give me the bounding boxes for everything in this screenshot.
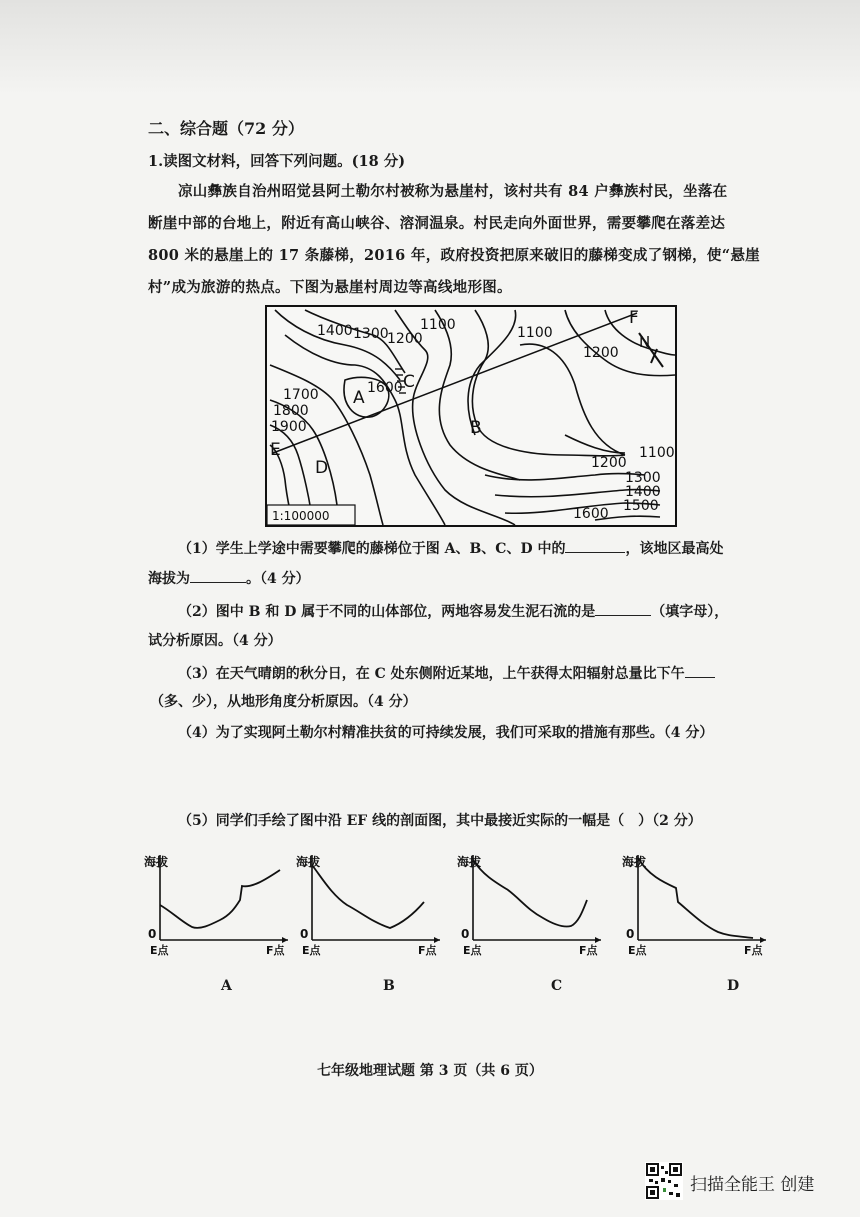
q1-3-text-b: （多、少），从地形角度分析原因。（4 分） (150, 694, 417, 710)
profile-axis-y: 海拔 (296, 855, 321, 869)
contour-label: 1300 (353, 326, 389, 342)
profile-curve (473, 860, 587, 927)
q1-1-text-d: 。（4 分） (246, 571, 310, 587)
q1-1-text-c: 海拔为 (148, 571, 190, 587)
profile-d (618, 850, 768, 960)
map-frame (266, 306, 676, 526)
profile-curve (160, 870, 280, 928)
q1-1-text-b: ，该地区最高处 (625, 541, 724, 557)
contour-label: 1200 (591, 455, 627, 471)
q1-2-text-c: 试分析原因。（4 分） (148, 633, 282, 649)
contour-label: 1400 (625, 484, 661, 500)
page-footer: 七年级地理试题 第 3 页（共 6 页） (317, 1063, 543, 1079)
contour-label: 1100 (639, 445, 675, 461)
section-title: 二、综合题（72 分） (148, 119, 304, 138)
point-label-f: F (629, 308, 639, 328)
q1-3-text: （3）在天气晴朗的秋分日，在 C 处东侧附近某地，上午获得太阳辐射总量比下午 (178, 666, 685, 682)
contour-map (265, 305, 677, 527)
contour-label: 1600 (573, 506, 609, 522)
option-label-a: A (221, 978, 232, 994)
scanner-watermark: 扫描全能王 创建 (690, 1175, 815, 1195)
question-1-5: （5）同学们手绘了图中沿 EF 线的剖面图，其中最接近实际的一幅是（ ）（2 分） (178, 813, 702, 829)
profile-x-end: F点 (266, 944, 285, 957)
profile-x-start: E点 (150, 944, 169, 957)
question-1-4: （4）为了实现阿土勒尔村精准扶贫的可持续发展，我们可采取的措施有那些。（4 分） (178, 725, 714, 741)
scan-shadow (0, 0, 860, 95)
profile-origin: 0 (626, 927, 635, 941)
q1-1-text: （1）学生上学途中需要攀爬的藤梯位于图 A、B、C、D 中的 (178, 541, 566, 557)
contour-label: 1900 (271, 419, 307, 435)
point-label-d: D (315, 458, 329, 478)
point-label-e: E (270, 440, 281, 460)
profile-x-start: E点 (302, 944, 321, 957)
q1-2-text-b: （填字母）， (651, 604, 729, 620)
contour-label: 1800 (273, 403, 309, 419)
contour-label: 1600 (367, 380, 403, 396)
question-1-3 (178, 663, 715, 683)
profile-x-end: F点 (418, 944, 437, 957)
question-1-2 (178, 601, 728, 621)
point-label-c: C (403, 372, 415, 392)
qr-code-icon (645, 1162, 683, 1200)
profile-origin: 0 (461, 927, 470, 941)
profile-axis-y: 海拔 (144, 855, 169, 869)
point-label-b: B (470, 418, 482, 438)
question-1-1-cont (148, 568, 310, 588)
profile-b (292, 850, 442, 960)
contour-label: 1200 (583, 345, 619, 361)
question-1-title: 1.读图文材料，回答下列问题。(18 分) (148, 153, 406, 170)
profile-curve (638, 858, 753, 938)
contour-label: 1100 (517, 325, 553, 341)
profile-c (453, 850, 603, 960)
q1-2-text: （2）图中 B 和 D 属于不同的山体部位，两地容易发生泥石流的是 (178, 604, 596, 620)
profile-curve (312, 865, 424, 928)
point-label-a: A (353, 388, 365, 408)
profile-origin: 0 (148, 927, 157, 941)
profile-x-end: F点 (579, 944, 598, 957)
passage-line-1: 凉山彝族自治州昭觉县阿土勒尔村被称为悬崖村，该村共有 84 户彝族村民，坐落在 (178, 183, 728, 200)
option-label-b: B (383, 978, 395, 994)
option-label-c: C (551, 978, 563, 994)
question-1-1 (178, 538, 723, 558)
passage-line-4: 村”成为旅游的热点。下图为悬崖村周边等高线地形图。 (148, 279, 512, 296)
map-scale: 1:100000 (272, 509, 330, 523)
contour-label: 1200 (387, 331, 423, 347)
contour-label: 1100 (420, 317, 456, 333)
contour-label: 1400 (317, 323, 353, 339)
contour-label: 1500 (623, 498, 659, 514)
profile-x-start: E点 (463, 944, 482, 957)
answer-blank[interactable] (190, 568, 246, 583)
answer-blank[interactable] (685, 663, 715, 678)
passage-line-3: 800 米的悬崖上的 17 条藤梯，2016 年，政府投资把原来破旧的藤梯变成了钢梯，使“悬崖 (148, 247, 760, 264)
north-label: N (639, 333, 651, 351)
profile-axis-y: 海拔 (622, 855, 647, 869)
answer-blank[interactable] (595, 601, 651, 616)
profile-origin: 0 (300, 927, 309, 941)
passage-line-2: 断崖中部的台地上，附近有高山峡谷、溶洞温泉。村民走向外面世界，需要攀爬在落差达 (148, 215, 726, 232)
contour-label: 1700 (283, 387, 319, 403)
profile-x-start: E点 (628, 944, 647, 957)
profile-axis-y: 海拔 (457, 855, 482, 869)
profile-x-end: F点 (744, 944, 763, 957)
option-label-d: D (727, 978, 740, 994)
profile-a (140, 850, 290, 960)
answer-blank[interactable] (565, 538, 625, 553)
contour-label: 1300 (625, 470, 661, 486)
